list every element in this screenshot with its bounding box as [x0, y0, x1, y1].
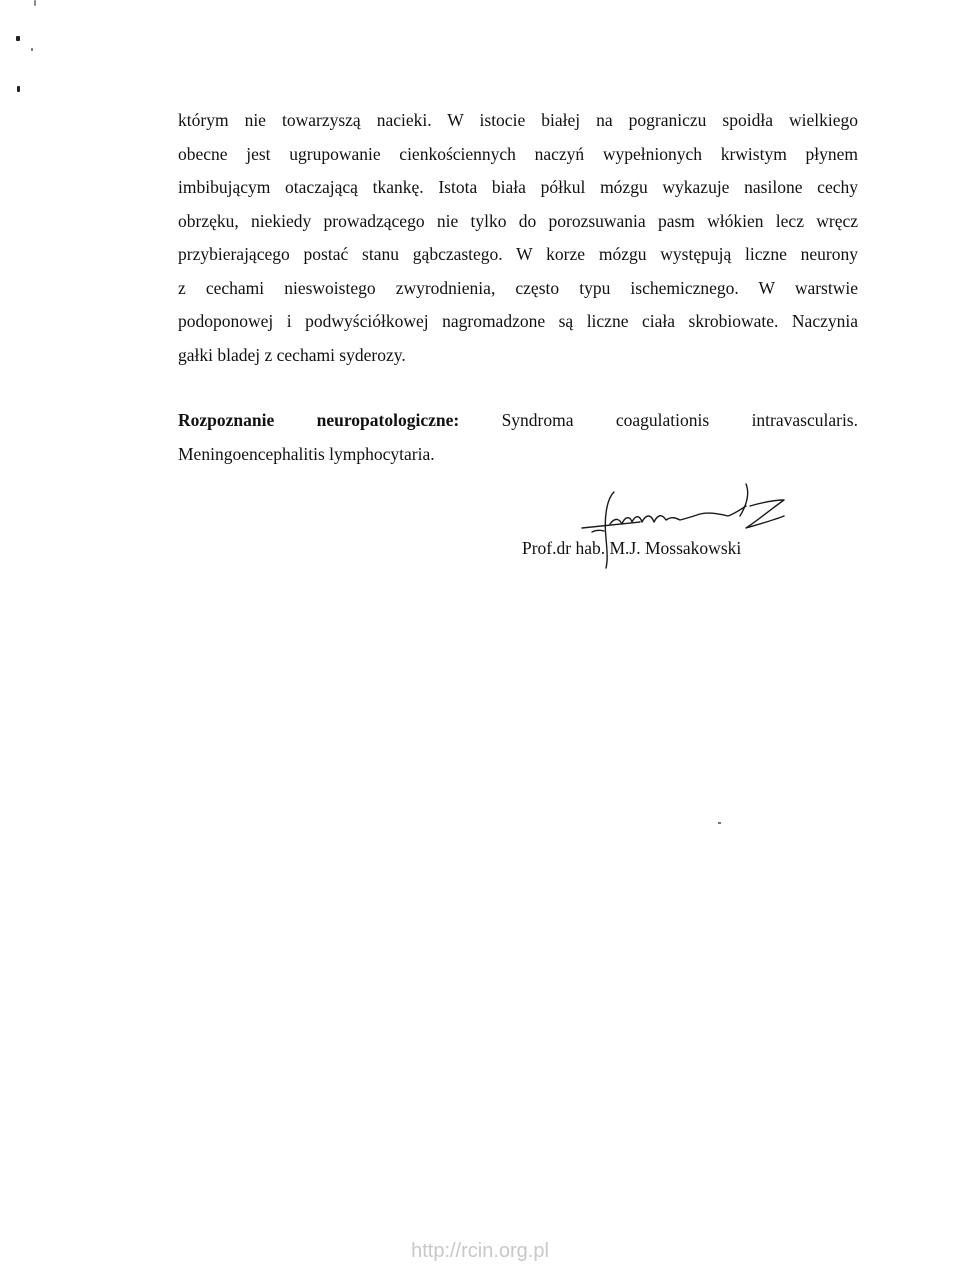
paragraph-line: obecne jest ugrupowanie cienkościennych naczyń wypełnionych krwistym płynem [178, 143, 858, 164]
footer-url-watermark: http://rcin.org.pl [411, 1240, 549, 1262]
paragraph-line: gałki bladej z cechami syderozy. [178, 344, 406, 365]
paragraph-line: którym nie towarzyszą nacieki. W istocie białej na pograniczu spoidła wielkiego [178, 110, 858, 130]
diagnosis-line [178, 404, 858, 438]
paragraph-line: podoponowej i podwyściółkowej nagromadzone są liczne ciała skrobiowate. Naczynia [178, 311, 858, 331]
paragraph-line: z cechami nieswoistego zwyrodnienia, często typu ischemicznego. W warstwie [178, 277, 858, 298]
scan-speck [17, 86, 20, 92]
handwritten-signature [570, 476, 820, 576]
signer-name: Prof.dr hab. M.J. Mossakowski [522, 538, 742, 558]
diagnosis-line: Meningoencephalitis lymphocytaria. [178, 443, 435, 464]
diagnosis-section [178, 404, 858, 471]
scan-speck [31, 48, 33, 51]
report-body-paragraph [178, 104, 858, 372]
paragraph-line: obrzęku, niekiedy prowadzącego nie tylko do porozsuwania pasm włókien lecz wręcz [178, 210, 858, 231]
scan-speck [718, 822, 721, 824]
paragraph-line: imbibującym otaczającą tkankę. Istota biała półkul mózgu wykazuje nasilone cechy [178, 177, 858, 197]
diagnosis-text: Syndroma coagulationis intravascularis. [501, 410, 858, 430]
paragraph-line: przybierającego postać stanu gąbczastego. W korze mózgu występują liczne neurony [178, 244, 858, 264]
signature-block [520, 476, 820, 586]
scan-speck [34, 0, 36, 6]
scan-speck [16, 36, 20, 41]
diagnosis-label: Rozpoznanie neuropatologiczne: [178, 410, 460, 430]
